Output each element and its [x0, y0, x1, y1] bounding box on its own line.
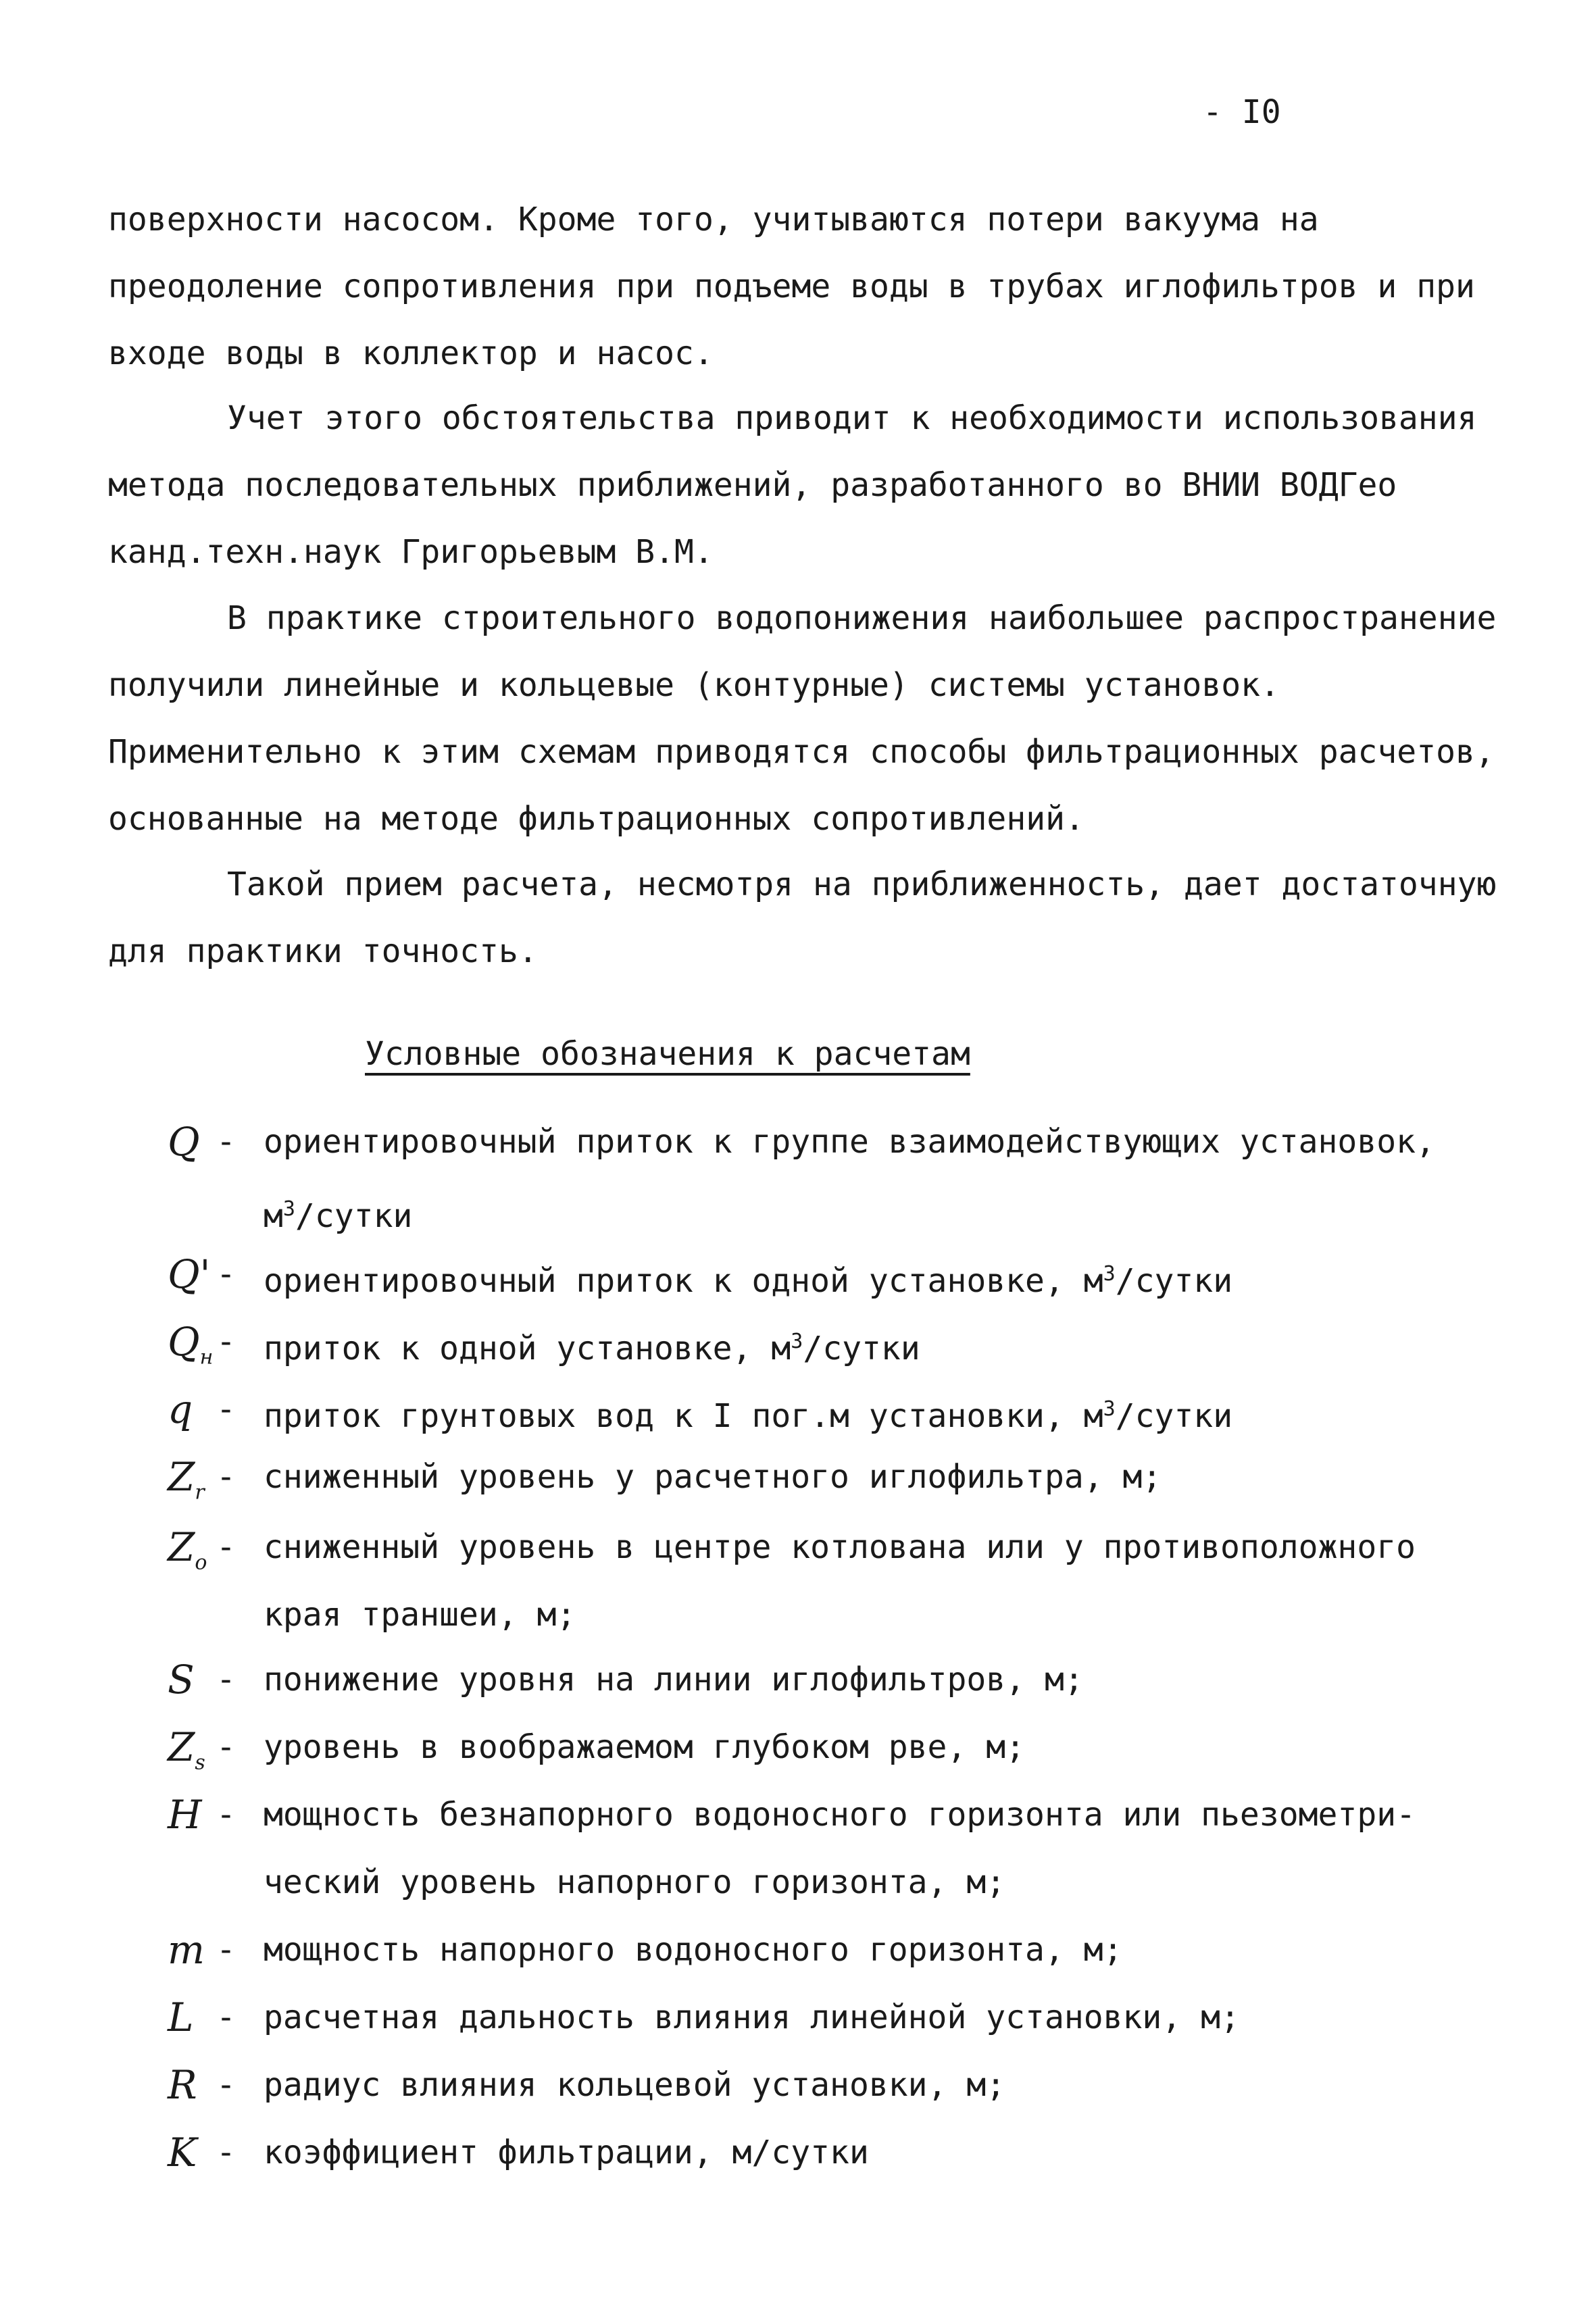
legend-symbol: R [168, 2062, 197, 2108]
paragraph: В практике строительного водопонижения наибольшее распространение получили линейные и кольцевые (контурные) системы установок. Применительно к этим схемам приводятся способы фильтрационных расчетов, основанные на методе фильтрационных сопротивлений. [108, 599, 1497, 838]
legend-description: ориентировочный приток к одной установке, $м^3$/сутки [264, 1262, 1233, 1300]
legend-item [168, 1713, 1512, 1781]
paragraph: Учет этого обстоятельства приводит к необходимости использования метода последовательных приближений, разработанного во ВНИИ ВОДГео канд.техн.наук Григорьевым В.М. [108, 399, 1477, 571]
legend-dash: - [216, 1728, 236, 1766]
legend-item [168, 1108, 1512, 1250]
legend-dash: - [216, 1998, 236, 2036]
legend-symbol: m [168, 1927, 205, 1973]
paragraph: Такой прием расчета, несмотря на приближенность, дает достаточную для практики точность. [108, 865, 1497, 970]
legend-description: уровень в воображаемом глубоком рве, м; [264, 1728, 1026, 1766]
legend-item [168, 1240, 1512, 1315]
legend-symbol: Q [168, 1119, 200, 1165]
legend-dash: - [216, 1661, 236, 1699]
legend-description: мощность напорного водоносного горизонта, м; [264, 1931, 1123, 1969]
legend-dash: - [216, 1458, 236, 1496]
legend-description: коэффициент фильтрации, м/сутки [264, 2134, 869, 2171]
legend-symbol: $Q_н$ [168, 1319, 214, 1369]
legend-symbol-subscript: o [195, 1551, 207, 1575]
legend-description: понижение уровня на линии иглофильтров, м; [264, 1661, 1084, 1699]
legend-dash: - [216, 2066, 236, 2104]
legend-item [168, 1513, 1512, 1649]
legend-item [168, 1916, 1512, 1984]
legend-symbol: $Z_r$ [168, 1454, 205, 1505]
legend-heading: Условные обозначения к расчетам [365, 1035, 970, 1073]
legend-item [168, 1308, 1512, 1382]
legend-symbol-subscript: r [195, 1480, 205, 1505]
legend-item [168, 1781, 1512, 1916]
legend-dash: - [216, 1390, 236, 1428]
legend-item [168, 2051, 1512, 2119]
page-number: - I0 [1203, 93, 1281, 131]
legend-description: сниженный уровень в центре котлована или у противоположного [264, 1528, 1416, 1566]
legend-description: радиус влияния кольцевой установки, м; [264, 2066, 1006, 2104]
legend-description-continued: $м^3$/сутки [264, 1197, 413, 1235]
legend-symbol: $Z_o$ [168, 1524, 207, 1575]
legend-dash: - [216, 2134, 236, 2171]
legend-symbol: K [168, 2130, 197, 2175]
legend-description: сниженный уровень у расчетного иглофильтра, м; [264, 1458, 1162, 1496]
legend-dash: - [216, 1796, 236, 1834]
legend-item [168, 1984, 1512, 2051]
legend-description-continued: ческий уровень напорного горизонта, м; [264, 1863, 1006, 1901]
legend-description: приток к одной установке, $м^3$/сутки [264, 1330, 920, 1367]
legend-description-continued: края траншеи, м; [264, 1596, 576, 1634]
legend-dash: - [216, 1323, 236, 1361]
paragraph: поверхности насосом. Кроме того, учитываются потери вакуума на преодоление сопротивления при подъеме воды в трубах иглофильтров и при входе воды в коллектор и насос. [108, 201, 1475, 372]
legend-description: мощность безнапорного водоносного горизонта или пьезометри- [264, 1796, 1416, 1834]
legend-dash: - [216, 1528, 236, 1566]
legend-item [168, 1443, 1512, 1511]
legend-symbol-subscript: s [195, 1751, 205, 1775]
legend-description: приток грунтовых вод к I пог.м установки, $м^3$/сутки [264, 1397, 1233, 1435]
legend-item [168, 1646, 1512, 1713]
legend-symbol: L [168, 1994, 194, 2040]
legend-dash: - [216, 1123, 236, 1161]
legend-symbol: q [168, 1386, 193, 1432]
legend-description: ориентировочный приток к группе взаимодействующих установок, [264, 1123, 1435, 1161]
legend-symbol: Q' [168, 1251, 211, 1297]
legend-dash: - [216, 1931, 236, 1969]
legend-item [168, 2119, 1512, 2186]
legend-symbol: $Z_s$ [168, 1724, 205, 1775]
legend-symbol: S [168, 1657, 195, 1703]
legend-description: расчетная дальность влияния линейной установки, м; [264, 1998, 1240, 2036]
legend-dash: - [216, 1255, 236, 1293]
legend-symbol-subscript: н [199, 1345, 214, 1369]
legend-item [168, 1376, 1512, 1450]
legend-symbol: H [168, 1792, 202, 1838]
